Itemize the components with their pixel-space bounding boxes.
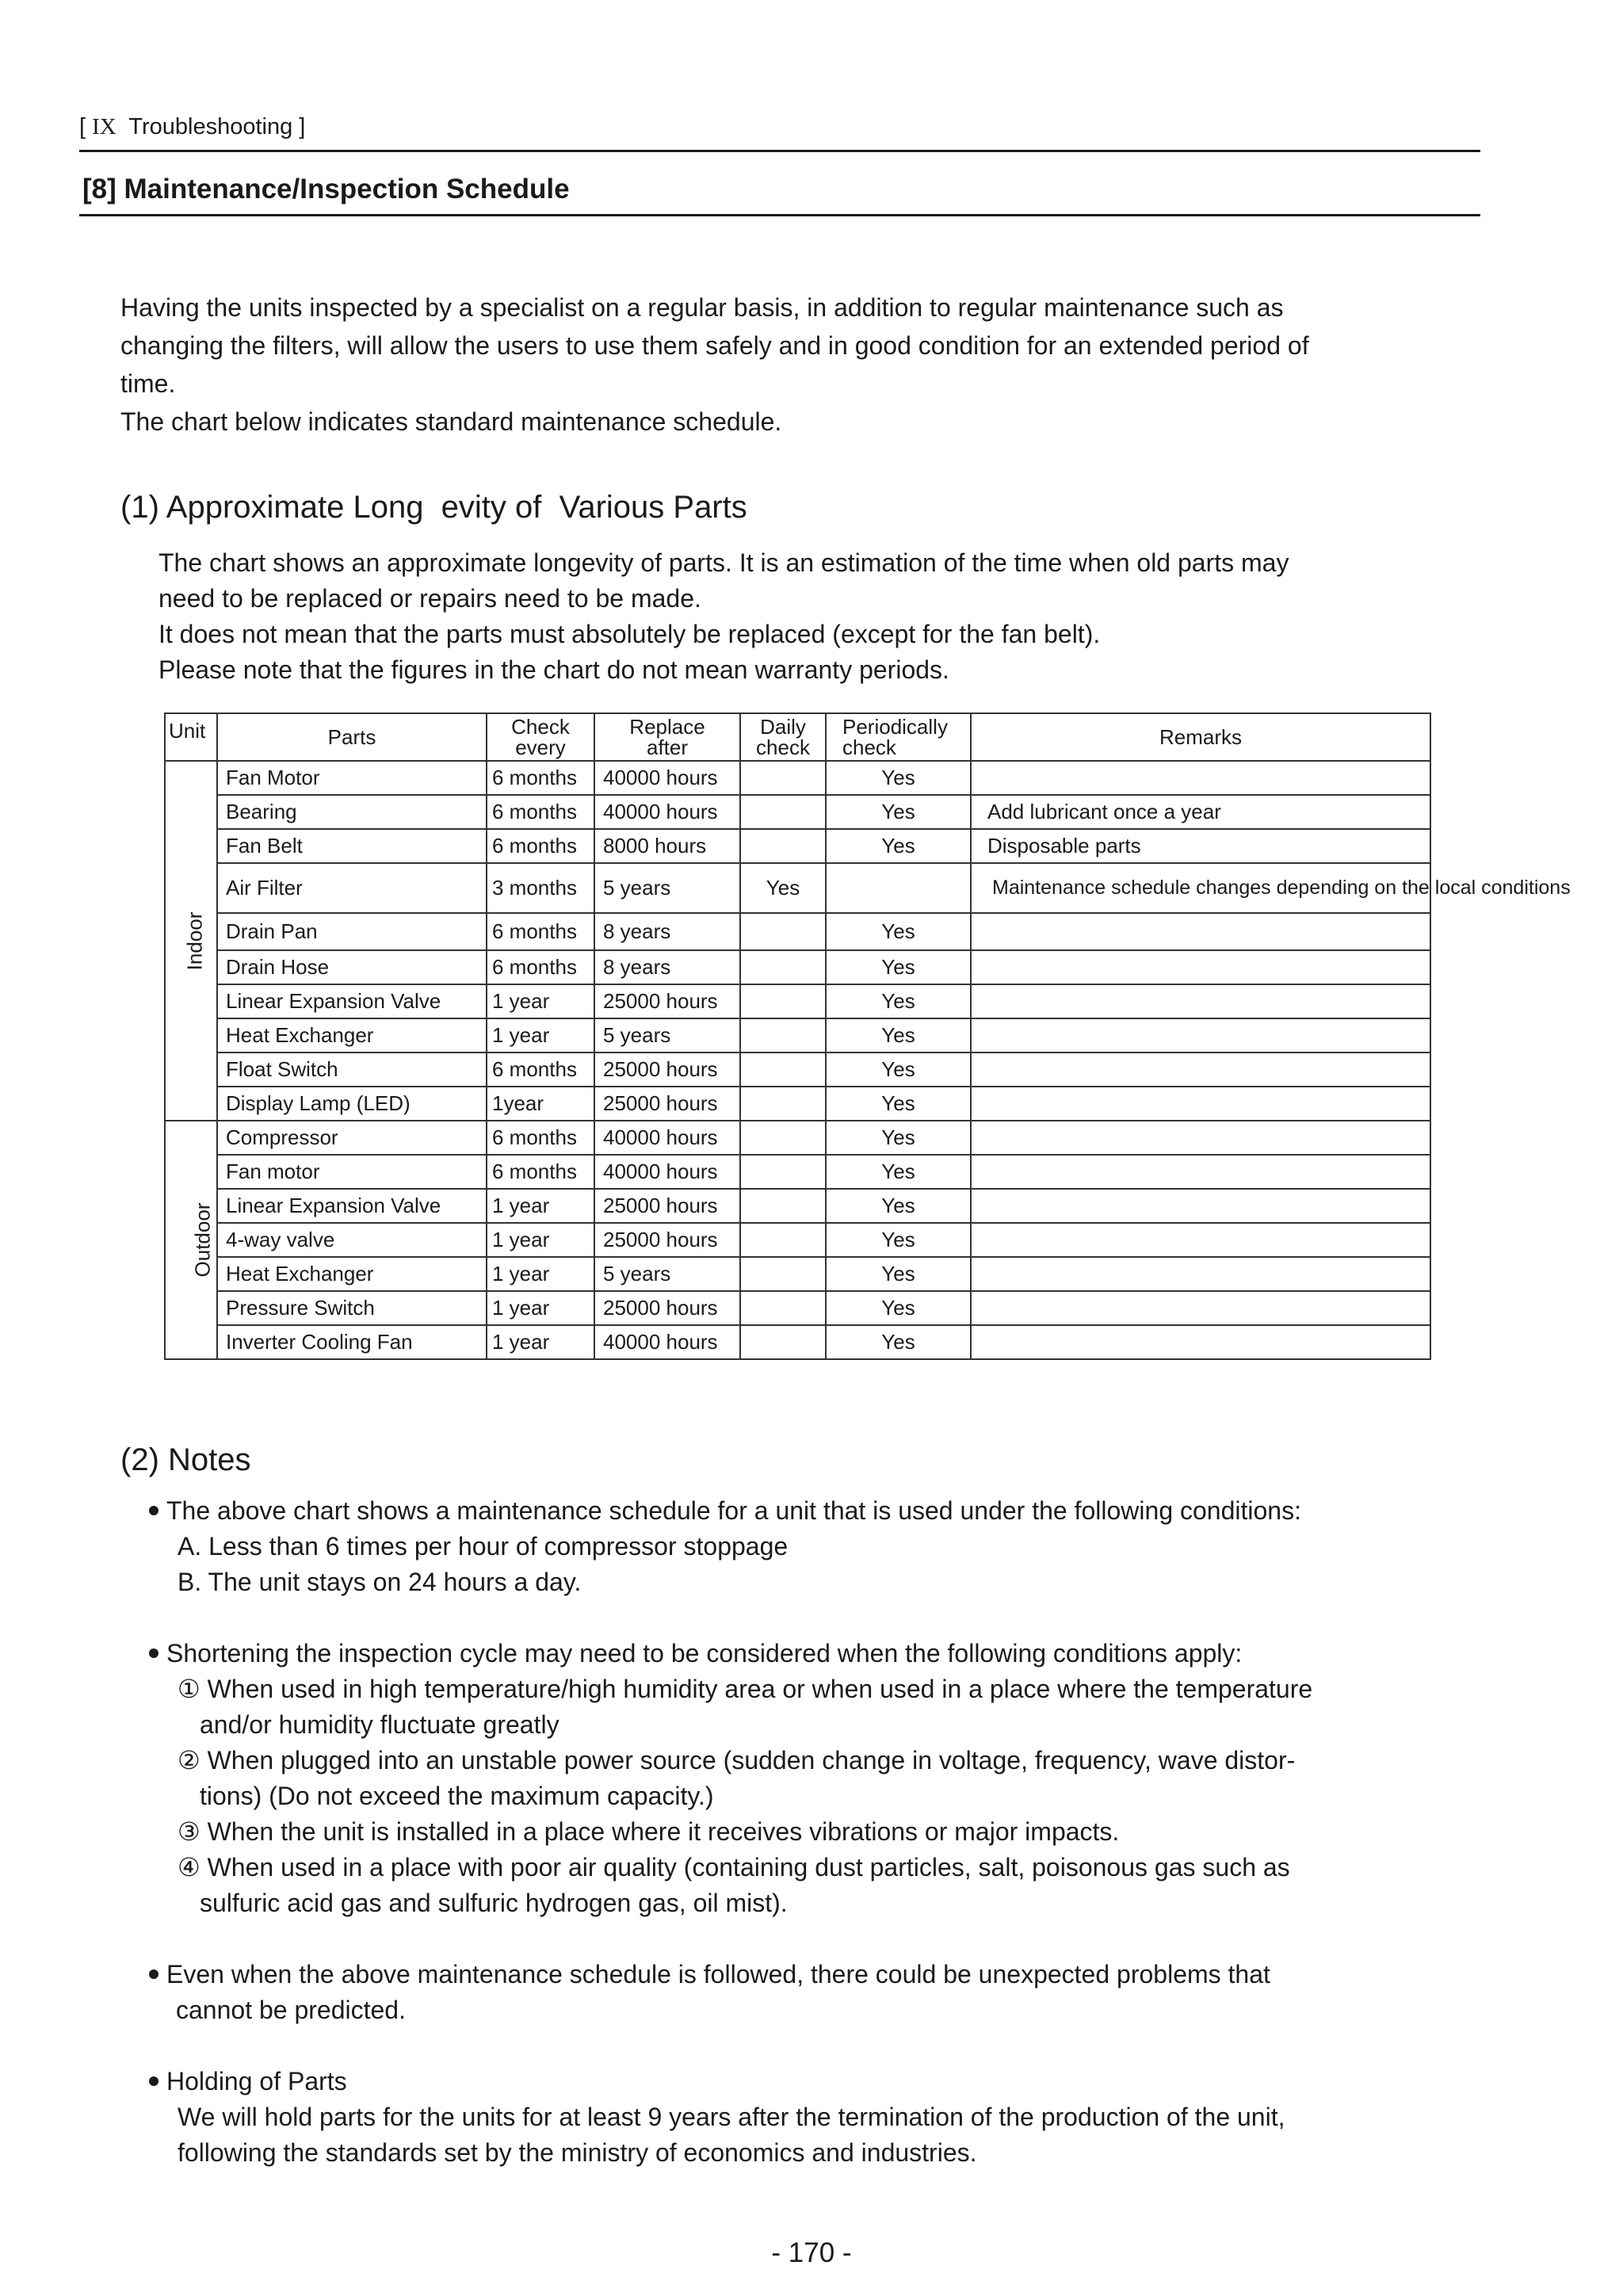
header-rule-top (79, 150, 1480, 152)
cell-daily (740, 795, 826, 829)
cell-check: 1 year (487, 1189, 594, 1223)
cell-replace: 8 years (594, 913, 740, 950)
cell-remarks: Disposable parts (971, 829, 1430, 863)
cell-periodic: Yes (826, 1121, 971, 1155)
cell-check: 6 months (487, 795, 594, 829)
table-row (165, 829, 1430, 863)
table-row (165, 1155, 1430, 1189)
table-row (165, 761, 1430, 795)
intro-line: time. (120, 369, 176, 398)
cell-remarks (971, 1018, 1430, 1052)
cell-replace: 5 years (594, 1257, 740, 1291)
note-item-cont: We will hold parts for the units for at least 9 years after the termination of the production of the unit, (178, 2103, 1285, 2131)
cell-periodic: Yes (826, 761, 971, 795)
cell-periodic: Yes (826, 1155, 971, 1189)
note-item: Shortening the inspection cycle may need to be considered when the following conditions apply: (149, 1636, 1496, 1671)
cell-replace: 25000 hours (594, 1087, 740, 1121)
cell-periodic: Yes (826, 984, 971, 1018)
cell-periodic: Yes (826, 1223, 971, 1257)
intro-line: The chart below indicates standard maintenance schedule. (120, 407, 782, 436)
note-condition-cont: tions) (Do not exceed the maximum capacity.) (200, 1782, 714, 1810)
cell-daily (740, 1291, 826, 1325)
intro-paragraph (120, 288, 1468, 441)
cell-part: 4-way valve (217, 1223, 487, 1257)
cell-periodic: Yes (826, 1052, 971, 1087)
cell-periodic: Yes (826, 1018, 971, 1052)
cell-periodic (826, 863, 971, 913)
cell-part: Pressure Switch (217, 1291, 487, 1325)
table-row (165, 795, 1430, 829)
bullet-icon (149, 2076, 158, 2086)
cell-periodic: Yes (826, 829, 971, 863)
cell-replace: 25000 hours (594, 1189, 740, 1223)
section-title: [8] Maintenance/Inspection Schedule (82, 174, 570, 204)
longevity-description (158, 545, 1474, 688)
cell-check: 3 months (487, 863, 594, 913)
cell-remarks (971, 1189, 1430, 1223)
cell-remarks (971, 1223, 1430, 1257)
cell-part: Fan Motor (217, 761, 487, 795)
cell-daily (740, 1257, 826, 1291)
cell-replace: 8000 hours (594, 829, 740, 863)
cell-periodic: Yes (826, 1291, 971, 1325)
group-outdoor (165, 1121, 217, 1359)
cell-periodic: Yes (826, 1189, 971, 1223)
table-row (165, 950, 1430, 984)
cell-remarks (971, 1325, 1430, 1359)
cell-replace: 40000 hours (594, 1155, 740, 1189)
cell-remarks (971, 1121, 1430, 1155)
table-row (165, 1121, 1430, 1155)
note-condition-cont: and/or humidity fluctuate greatly (200, 1710, 559, 1739)
cell-daily (740, 1189, 826, 1223)
cell-check: 6 months (487, 950, 594, 984)
breadcrumb-roman: IX (92, 114, 116, 139)
bullet-icon (149, 1506, 158, 1515)
note-condition-cont: sulfuric acid gas and sulfuric hydrogen gas, oil mist). (200, 1889, 788, 1917)
cell-remarks (971, 761, 1430, 795)
cell-daily (740, 1018, 826, 1052)
note-item: The above chart shows a maintenance schedule for a unit that is used under the following conditions: (149, 1493, 1496, 1529)
cell-replace: 5 years (594, 863, 740, 913)
table-row (165, 863, 1430, 913)
cell-daily (740, 1325, 826, 1359)
table-row (165, 1087, 1430, 1121)
table-row (165, 1223, 1430, 1257)
cell-replace: 5 years (594, 1018, 740, 1052)
table-row (165, 1291, 1430, 1325)
cell-daily (740, 913, 826, 950)
cell-remarks (971, 1257, 1430, 1291)
longevity-line: It does not mean that the parts must absolutely be replaced (except for the fan belt). (158, 620, 1101, 648)
maintenance-table (164, 712, 1571, 1360)
group-indoor (165, 761, 217, 1121)
cell-part: Heat Exchanger (217, 1018, 487, 1052)
group-outdoor-label: Outdoor (190, 1202, 215, 1278)
note-condition: B. The unit stays on 24 hours a day. (178, 1568, 582, 1596)
cell-remarks (971, 1052, 1430, 1087)
cell-periodic: Yes (826, 1325, 971, 1359)
cell-part: Air Filter (217, 863, 487, 913)
header-rule-bottom (79, 214, 1480, 216)
cell-part: Drain Pan (217, 913, 487, 950)
cell-remarks (971, 1155, 1430, 1189)
cell-check: 6 months (487, 829, 594, 863)
cell-periodic: Yes (826, 913, 971, 950)
header-replace-after: Replace after (594, 713, 740, 761)
note-item-cont: cannot be predicted. (176, 1996, 406, 2024)
cell-check: 6 months (487, 913, 594, 950)
breadcrumb-text: Troubleshooting (128, 114, 293, 139)
cell-check: 6 months (487, 761, 594, 795)
table-row (165, 1052, 1430, 1087)
cell-replace: 40000 hours (594, 1121, 740, 1155)
header-parts: Parts (217, 713, 487, 761)
cell-part: Heat Exchanger (217, 1257, 487, 1291)
cell-part: Bearing (217, 795, 487, 829)
cell-remarks: Maintenance schedule changes depending on the local conditions (971, 863, 1430, 913)
intro-line: changing the filters, will allow the users to use them safely and in good condition for an extended period of (120, 331, 1309, 360)
cell-check: 1 year (487, 1257, 594, 1291)
note-condition: ④ When used in a place with poor air quality (containing dust particles, salt, poisonous gas such as (178, 1853, 1290, 1881)
cell-daily (740, 1087, 826, 1121)
cell-part: Drain Hose (217, 950, 487, 984)
cell-remarks (971, 1291, 1430, 1325)
cell-remarks (971, 984, 1430, 1018)
table-row (165, 1325, 1430, 1359)
notes-list (149, 1493, 1496, 2171)
note-condition: A. Less than 6 times per hour of compressor stoppage (178, 1532, 789, 1561)
header-periodic-check: Periodically check (826, 713, 971, 761)
table-row (165, 1189, 1430, 1223)
cell-replace: 40000 hours (594, 761, 740, 795)
header-check-every: Check every (487, 713, 594, 761)
table-row (165, 1018, 1430, 1052)
cell-remarks (971, 913, 1430, 950)
cell-check: 1 year (487, 1018, 594, 1052)
cell-replace: 8 years (594, 950, 740, 984)
longevity-line: need to be replaced or repairs need to be made. (158, 584, 701, 613)
cell-part: Fan motor (217, 1155, 487, 1189)
cell-replace: 40000 hours (594, 1325, 740, 1359)
cell-daily (740, 761, 826, 795)
cell-daily (740, 984, 826, 1018)
cell-check: 1year (487, 1087, 594, 1121)
note-condition: ① When used in high temperature/high humidity area or when used in a place where the temperature (178, 1675, 1313, 1703)
cell-part: Inverter Cooling Fan (217, 1325, 487, 1359)
cell-periodic: Yes (826, 950, 971, 984)
cell-daily: Yes (740, 863, 826, 913)
cell-replace: 25000 hours (594, 1223, 740, 1257)
cell-daily (740, 1223, 826, 1257)
cell-part: Display Lamp (LED) (217, 1087, 487, 1121)
cell-daily (740, 1155, 826, 1189)
table-row (165, 913, 1430, 950)
cell-part: Linear Expansion Valve (217, 1189, 487, 1223)
cell-remarks (971, 1087, 1430, 1121)
longevity-line: The chart shows an approximate longevity of parts. It is an estimation of the time when old parts may (158, 548, 1289, 577)
cell-part: Fan Belt (217, 829, 487, 863)
note-item: Even when the above maintenance schedule is followed, there could be unexpected problems that (149, 1957, 1496, 1992)
cell-part: Linear Expansion Valve (217, 984, 487, 1018)
longevity-line: Please note that the figures in the chart do not mean warranty periods. (158, 655, 949, 684)
cell-daily (740, 1052, 826, 1087)
cell-check: 1 year (487, 1223, 594, 1257)
cell-part: Compressor (217, 1121, 487, 1155)
cell-check: 6 months (487, 1155, 594, 1189)
header-remarks: Remarks (971, 713, 1430, 761)
note-condition: ③ When the unit is installed in a place where it receives vibrations or major impacts. (178, 1817, 1120, 1846)
header-unit: Unit (165, 713, 217, 761)
bullet-icon (149, 1648, 158, 1658)
page-number: - 170 - (771, 2237, 852, 2268)
header-daily-check: Daily check (740, 713, 826, 761)
table-header-row (165, 713, 1430, 761)
cell-periodic: Yes (826, 1087, 971, 1121)
cell-replace: 40000 hours (594, 795, 740, 829)
cell-part: Float Switch (217, 1052, 487, 1087)
cell-check: 6 months (487, 1052, 594, 1087)
note-item-cont: following the standards set by the ministry of economics and industries. (178, 2138, 977, 2167)
group-indoor-label: Indoor (182, 911, 207, 970)
cell-remarks (971, 950, 1430, 984)
bullet-icon (149, 1969, 158, 1979)
cell-replace: 25000 hours (594, 1052, 740, 1087)
cell-check: 6 months (487, 1121, 594, 1155)
note-item: Holding of Parts (149, 2064, 1496, 2099)
note-condition: ② When plugged into an unstable power source (sudden change in voltage, frequency, wave distor- (178, 1746, 1296, 1775)
cell-check: 1 year (487, 1291, 594, 1325)
intro-line: Having the units inspected by a specialist on a regular basis, in addition to regular maintenance such as (120, 293, 1284, 322)
table-row (165, 1257, 1430, 1291)
cell-remarks: Add lubricant once a year (971, 795, 1430, 829)
notes-heading: (2) Notes (120, 1442, 251, 1477)
cell-check: 1 year (487, 1325, 594, 1359)
breadcrumb: [ IX Troubleshooting ] (79, 114, 306, 139)
cell-check: 1 year (487, 984, 594, 1018)
cell-daily (740, 829, 826, 863)
cell-daily (740, 1121, 826, 1155)
cell-replace: 25000 hours (594, 1291, 740, 1325)
cell-replace: 25000 hours (594, 984, 740, 1018)
longevity-heading: (1) Approximate Long evity of Various Parts (120, 490, 747, 525)
cell-periodic: Yes (826, 795, 971, 829)
cell-daily (740, 950, 826, 984)
cell-periodic: Yes (826, 1257, 971, 1291)
table-row (165, 984, 1430, 1018)
